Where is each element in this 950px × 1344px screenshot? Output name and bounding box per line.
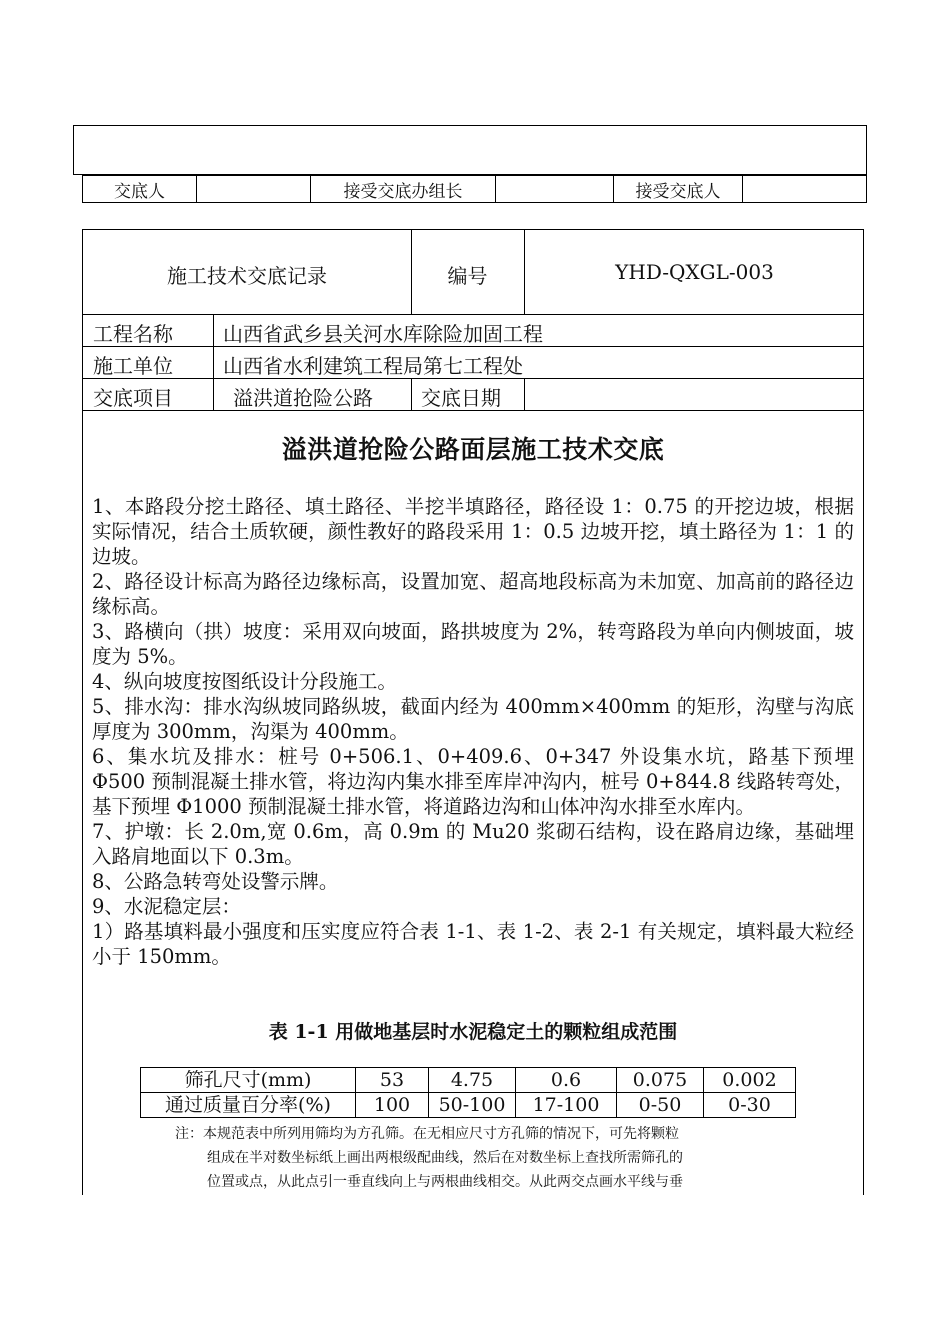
number-label: 编号 [447, 264, 488, 288]
paragraph: 6、集水坑及排水：桩号 0+506.1、0+409.6、0+347 外设集水坑，路基下预埋 Φ500 预制混凝土排水管，将边沟内集水排至库岸冲沟内，桩号 0+844.8 线路转弯处，基下预埋 Φ1000 预制混凝土排水管，将道路边沟和山体冲沟水排至水库内。 [92, 745, 854, 818]
grain-size-table [140, 1067, 796, 1118]
table-cell: 100 [356, 1093, 429, 1118]
table-cell: 4.75 [429, 1068, 516, 1093]
table-cell: 50-100 [429, 1093, 516, 1118]
document-body [92, 494, 854, 969]
paragraph: 1、本路段分挖土路径、填土路径、半挖半填路径，路径设 1：0.75 的开挖边坡，根据实际情况，结合土质软硬，颜性教好的路段采用 1：0.5 边坡开挖，填土路径为 1：1 的边坡。 [92, 495, 854, 568]
note-line: 位置或点，从此点引一垂直线向上与两根曲线相交。从此两交点画水平线与垂 [207, 1174, 683, 1190]
number-value: YHD-QXGL-003 [615, 260, 774, 284]
table-caption: 表 1-1 用做地基层时水泥稳定土的颗粒组成范围 [268, 1021, 678, 1043]
paragraph: 2、路径设计标高为路径边缘标高，设置加宽、超高地段标高为未加宽、加高前的路径边缘标高。 [92, 570, 854, 618]
table-cell: 17-100 [516, 1093, 617, 1118]
paragraph: 1）路基填料最小强度和压实度应符合表 1-1、表 1-2、表 2-1 有关规定，填料最大粒经小于 150mm。 [92, 920, 854, 968]
table-header-cell: 筛孔尺寸(mm) [141, 1068, 356, 1093]
table-note [175, 1122, 815, 1194]
table-cell: 0.002 [704, 1068, 796, 1093]
table-row [141, 1093, 796, 1118]
unit-value: 山西省水利建筑工程局第七工程处 [223, 354, 523, 378]
record-form [82, 229, 864, 1195]
receiver-field[interactable] [743, 176, 867, 203]
table-cell: 0-30 [704, 1093, 796, 1118]
table-header-cell: 通过质量百分率(%) [141, 1093, 356, 1118]
paragraph: 5、排水沟：排水沟纵坡同路纵坡，截面内经为 400mm×400mm 的矩形，沟壁与沟底厚度为 300mm，沟渠为 400mm。 [92, 695, 854, 743]
handover-person-field[interactable] [197, 176, 311, 203]
table-cell: 0.075 [617, 1068, 704, 1093]
paragraph: 4、纵向坡度按图纸设计分段施工。 [92, 670, 397, 693]
handover-person-label: 交底人 [83, 176, 197, 203]
note-line: 组成在半对数坐标纸上画出两根级配曲线，然后在对数坐标上查找所需筛孔的 [207, 1150, 683, 1166]
item-label: 交底项目 [93, 386, 173, 410]
signature-table [82, 175, 867, 203]
group-leader-field[interactable] [496, 176, 614, 203]
paragraph: 3、路横向（拱）坡度：采用双向坡面，路拱坡度为 2%，转弯路段为单向内侧坡面，坡度为 5%。 [92, 620, 854, 668]
date-label: 交底日期 [421, 386, 501, 410]
project-label: 工程名称 [93, 322, 173, 346]
receiver-label: 接受交底人 [614, 176, 743, 203]
table-cell: 0.6 [516, 1068, 617, 1093]
project-value: 山西省武乡县关河水库除险加固工程 [223, 322, 543, 346]
record-title: 施工技术交底记录 [167, 264, 327, 288]
table-row [141, 1068, 796, 1093]
paragraph: 9、水泥稳定层： [92, 895, 241, 918]
document-title: 溢洪道抢险公路面层施工技术交底 [281, 435, 665, 464]
paragraph: 7、护墩：长 2.0m,宽 0.6m，高 0.9m 的 Mu20 浆砌石结构，设在路肩边缘，基础埋入路肩地面以下 0.3m。 [92, 820, 854, 868]
item-value: 溢洪道抢险公路 [233, 386, 373, 410]
unit-label: 施工单位 [93, 354, 173, 378]
group-leader-label: 接受交底办组长 [311, 176, 496, 203]
table-cell: 53 [356, 1068, 429, 1093]
paragraph: 8、公路急转弯处设警示牌。 [92, 870, 339, 893]
note-line: 注：本规范表中所列用筛均为方孔筛。在无相应尺寸方孔筛的情况下，可先将颗粒 [175, 1126, 679, 1142]
top-blank-box [73, 125, 867, 175]
table-cell: 0-50 [617, 1093, 704, 1118]
